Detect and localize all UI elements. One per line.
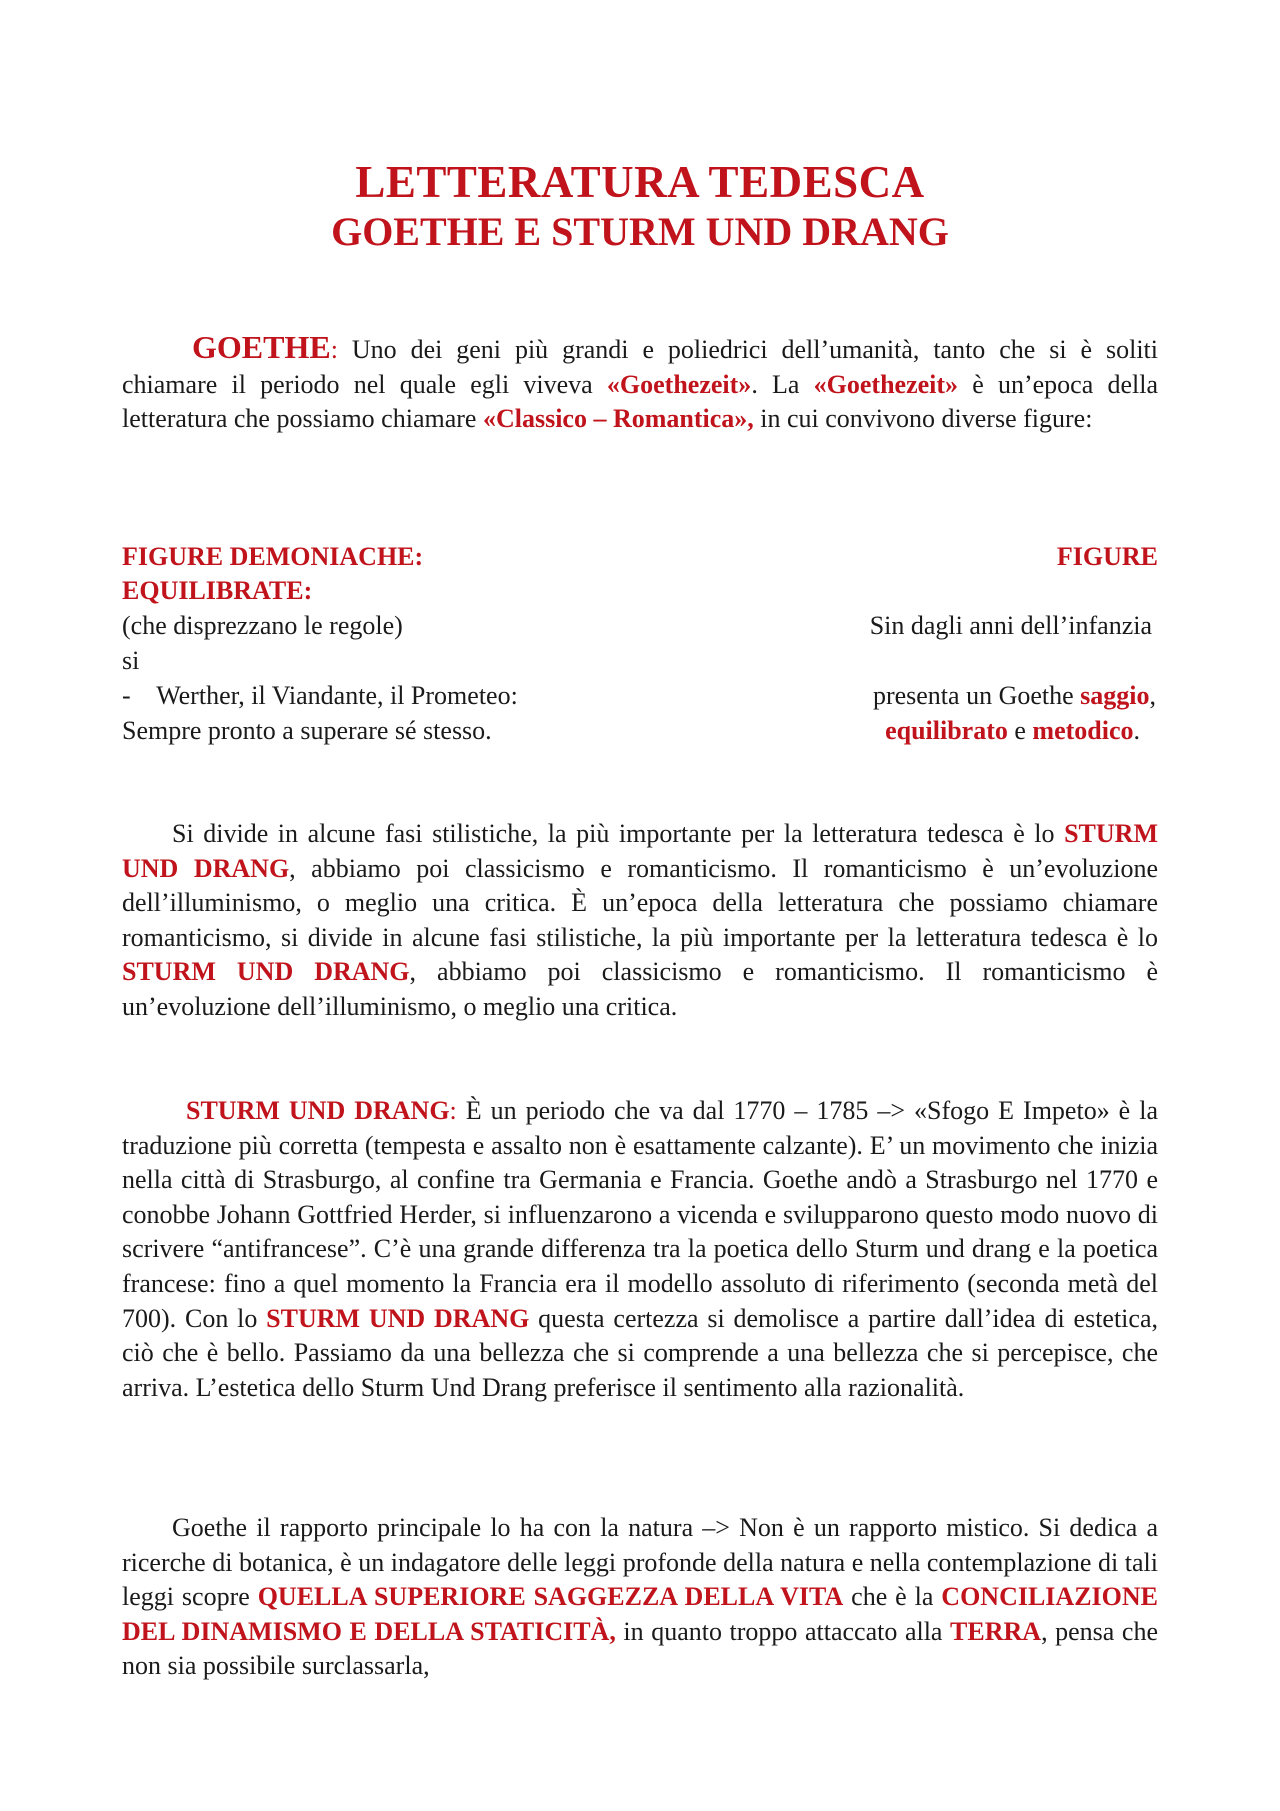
figures-left-line-1: (che disprezzano le regole)	[122, 611, 403, 640]
page-title: LETTERATURA TEDESCA	[355, 157, 925, 207]
figures-demoniache-heading: FIGURE DEMONIACHE:	[122, 542, 424, 571]
figures-right-line-4: equilibrato e metodico.	[885, 716, 1140, 745]
figures-equilibrate-heading: EQUILIBRATE:	[122, 576, 313, 605]
nature-paragraph: Goethe il rapporto principale lo ha con la natura –> Non è un rapporto mistico. Si dedica a ricerche di botanica, è un indagatore delle leggi profonde della natura e nella contemplazione di tali leggi scopre QUELLA SUPERIORE SAGGEZZA DELLA VITA che è la CONCILIAZIONE DEL DINAMISMO E DELLA STATICITÀ, in quanto troppo attaccato alla TERRA, pensa che non sia possibile surclassarla,	[122, 1513, 1159, 1681]
figures-left-line-3: - Werther, il Viandante, il Prometeo:	[122, 681, 518, 710]
intro-paragraph: GOETHE: Uno dei geni più grandi e poliedrici dell’umanità, tanto che si è soliti chiamare il periodo nel quale egli viveva «Goethezeit». La «Goethezeit» è un’epoca della letteratura che possiamo chiamare «Classico – Romantica», in cui convivono diverse figure:	[122, 329, 1158, 434]
sturm-und-drang-paragraph: STURM UND DRANG: È un periodo che va dal 1770 – 1785 –> «Sfogo E Impeto» è la traduzione più corretta (tempesta e assalto non è esattamente calzante). E’ un movimento che inizia nella città di Strasburgo, al confine tra Germania e Francia. Goethe andò a Strasburgo nel 1770 e conobbe Johann Gottfried Herder, si influenzarono a vicenda e svilupparono questo modo nuovo di scrivere “antifrancese”. C’è una grande differenza tra la poetica dello Sturm und drang e la poetica francese: fino a quel momento la Francia era il modello assoluto di riferimento (seconda metà del 700). Con lo STURM UND DRANG questa certezza si demolisce a partire dall’idea di estetica, ciò che è bello. Passiamo da una bellezza che si comprende a una bellezza che si percepisce, che arriva. L’estetica dello Sturm Und Drang preferisce il sentimento alla razionalità.	[122, 1096, 1158, 1402]
figures-left-line-4: Sempre pronto a superare sé stesso.	[122, 716, 492, 745]
page-subtitle: GOETHE E STURM UND DRANG	[331, 209, 949, 254]
stylistic-phases-paragraph: Si divide in alcune fasi stilistiche, la più importante per la letteratura tedesca è lo STURM UND DRANG, abbiamo poi classicismo e romanticismo. Il romanticismo è un’evoluzione dell’illuminismo, o meglio una critica. È un’epoca della letteratura che possiamo chiamare romanticismo, si divide in alcune fasi stilistiche, la più importante per la letteratura tedesca è lo STURM UND DRANG, abbiamo poi classicismo e romanticismo. Il romanticismo è un’evoluzione dell’illuminismo, o meglio una critica.	[122, 819, 1159, 1021]
figures-right-line-3: presenta un Goethe saggio,	[872, 681, 1156, 710]
goethe-term: GOETHE	[192, 329, 331, 365]
figures-left-line-2: si	[122, 646, 140, 675]
figures-right-heading: FIGURE	[1056, 542, 1158, 571]
figures-right-line-1: Sin dagli anni dell’infanzia	[869, 611, 1152, 640]
